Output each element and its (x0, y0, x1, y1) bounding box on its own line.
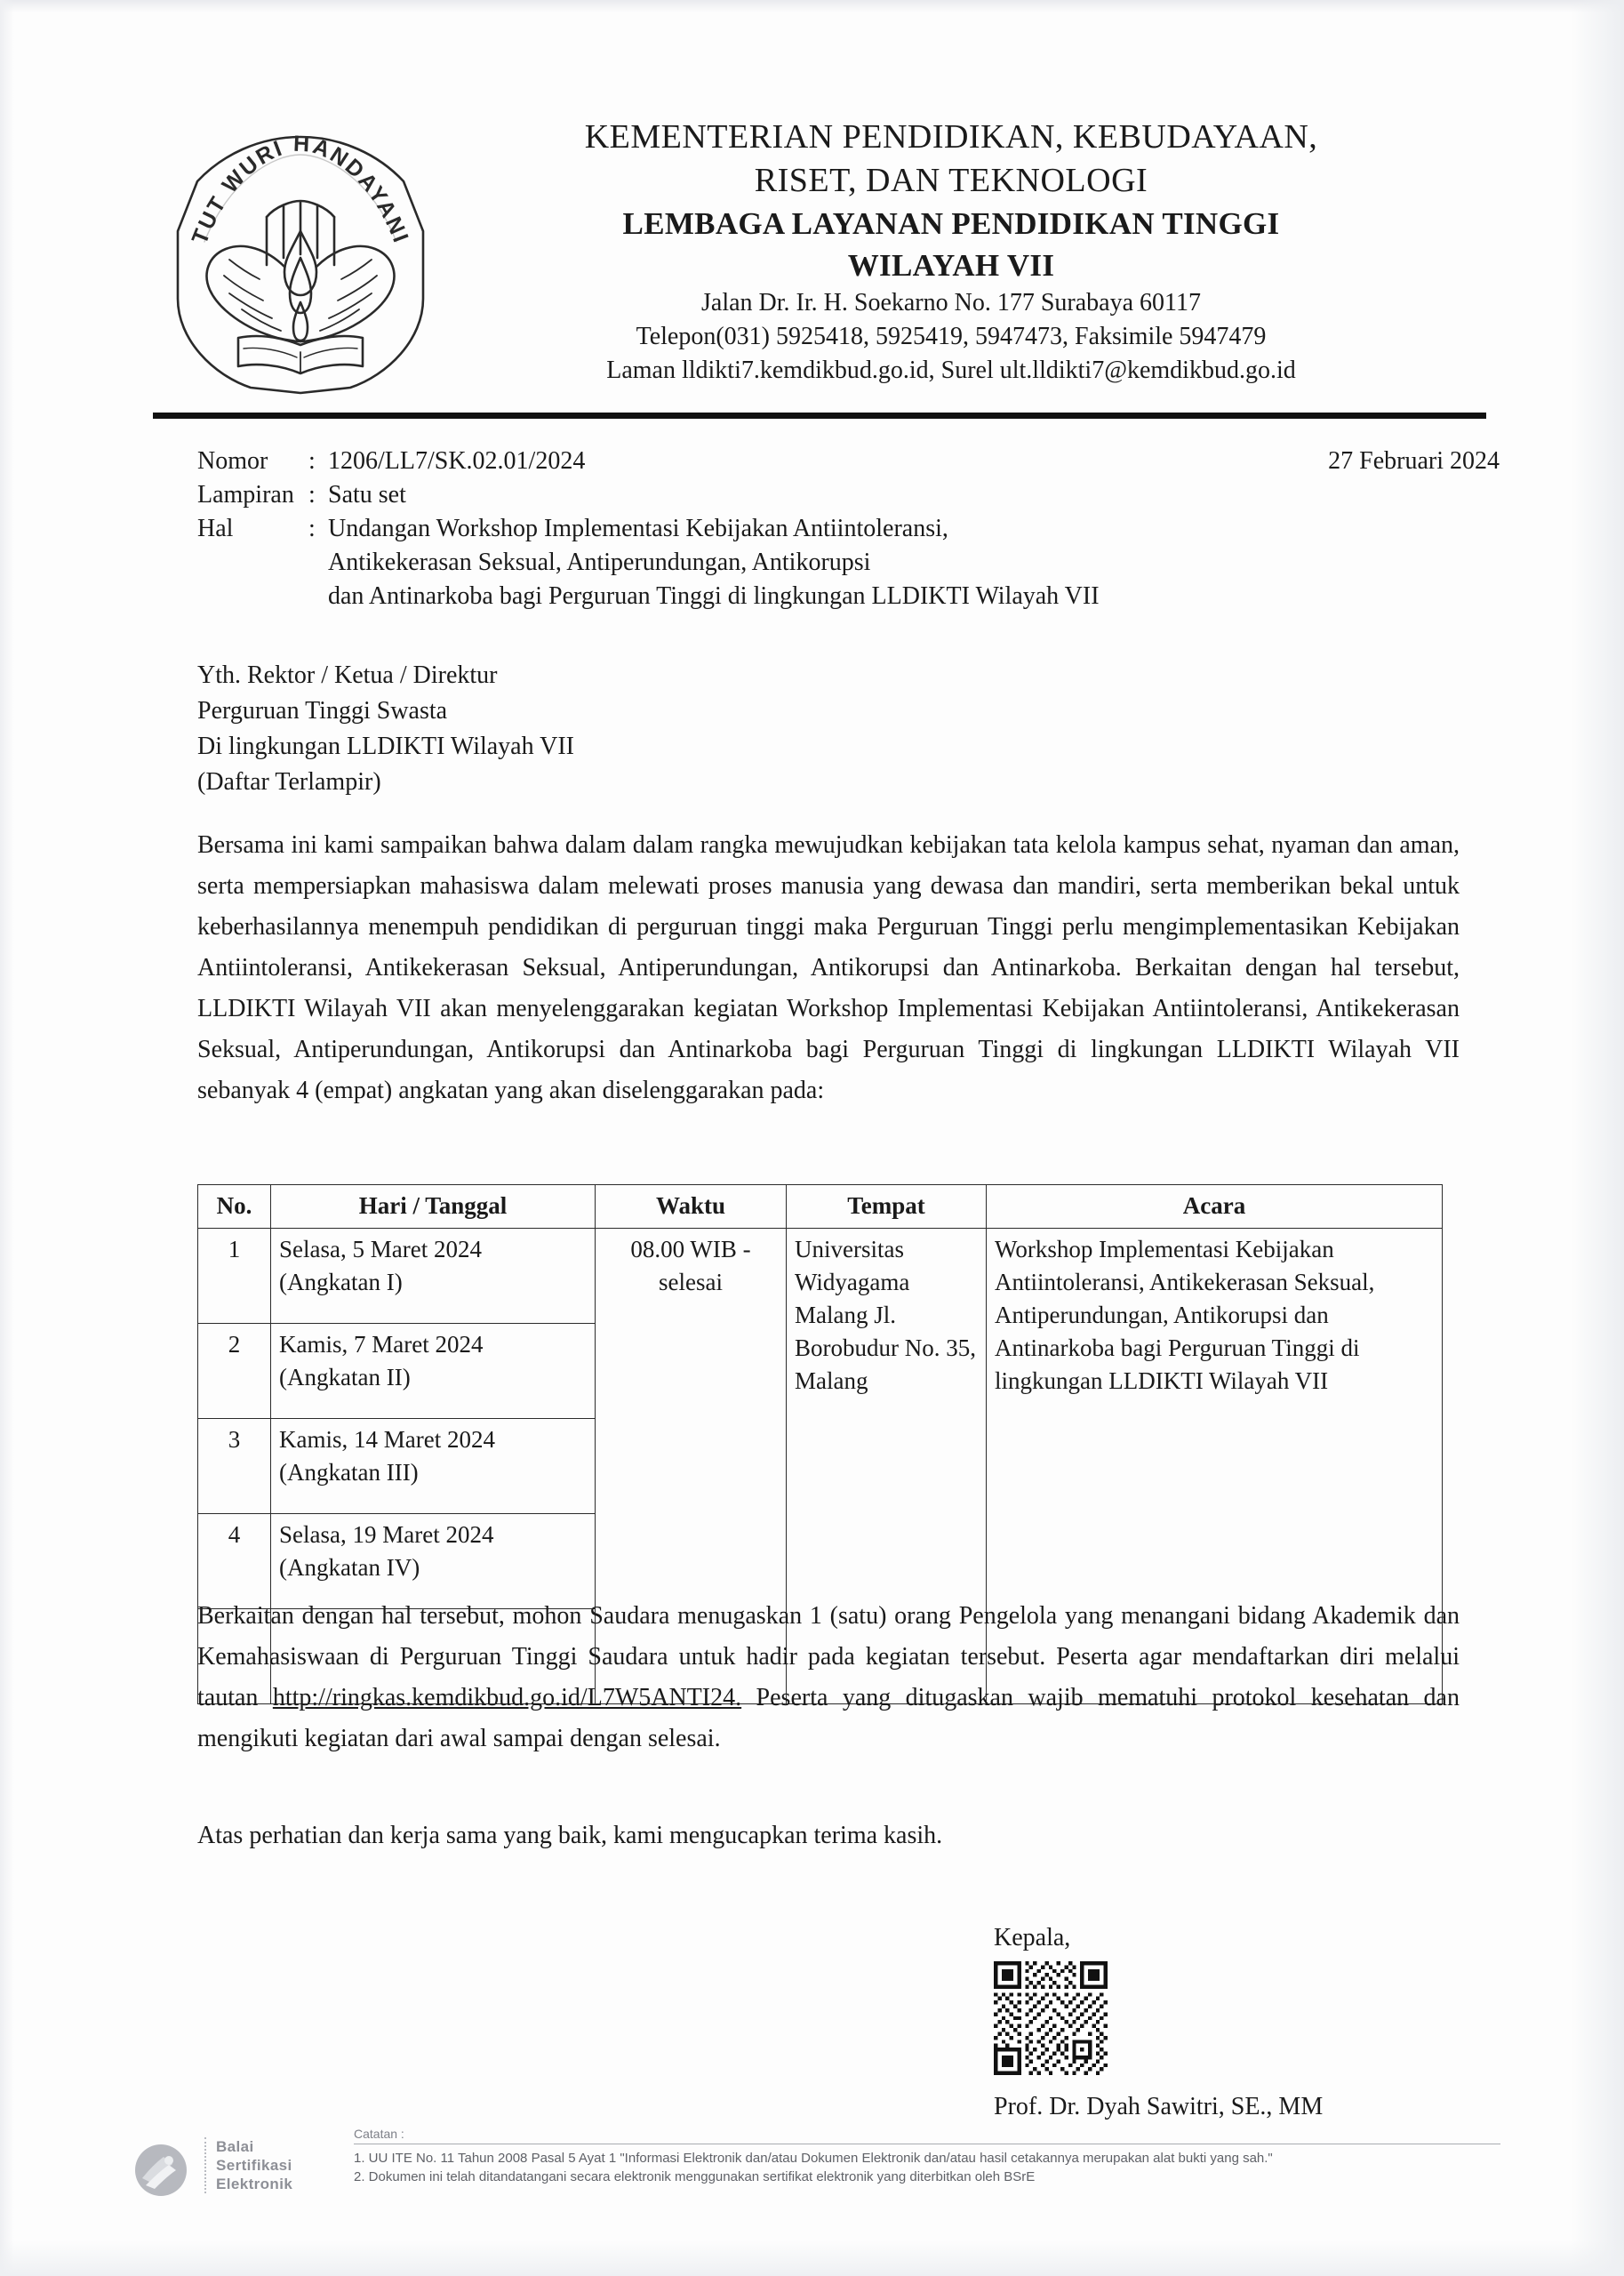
catatan-block (354, 2127, 1509, 2186)
column-header-hari-tanggal: Hari / Tanggal (271, 1185, 596, 1229)
hal-value-line-1: Undangan Workshop Implementasi Kebijakan Antiintoleransi, (328, 515, 948, 542)
lampiran-label: Lampiran (197, 481, 294, 509)
paragraph-2-text-before-link: Berkaitan dengan hal tersebut, mohon Saudara menugaskan 1 (satu) orang Pengelola yang menangani bidang Akademik dan Kemahasiswaan di Perguruan Tinggi Saudara untuk hadir pada kegiatan tersebut. Peserta agar mendaftarkan diri melalui tautan (197, 1602, 1460, 1711)
ministry-name-line-2: RISET, DAN TEKNOLOGI (754, 162, 1148, 199)
nomor-colon: : (308, 447, 316, 475)
signature-title: Kepala, (994, 1924, 1071, 1951)
column-header-waktu: Waktu (596, 1185, 787, 1229)
office-address: Jalan Dr. Ir. H. Soekarno No. 177 Surabaya 60117 (701, 289, 1201, 317)
catatan-note-2: 2. Dokumen ini telah ditandatangani secara elektronik menggunakan sertifikat elektronik yang diterbitkan oleh BSrE (354, 2169, 1036, 2184)
cell-angkatan-line: (Angkatan I) (279, 1269, 403, 1295)
bsre-line-1: Balai (216, 2138, 254, 2155)
nomor-value: 1206/LL7/SK.02.01/2024 (328, 447, 586, 475)
letter-date: 27 Februari 2024 (1328, 447, 1500, 475)
signatory-name: Prof. Dr. Dyah Sawitri, SE., MM (994, 2093, 1324, 2120)
cell-tempat: Universitas Widyagama Malang Jl. Borobudur No. 35, Malang (787, 1229, 987, 1704)
registration-link[interactable]: http://ringkas.kemdikbud.go.id/L7W5ANTI24. (272, 1684, 742, 1711)
cell-no: 1 (198, 1229, 271, 1324)
column-header-tempat: Tempat (787, 1185, 987, 1229)
cell-hari-tanggal (271, 1229, 596, 1324)
addressee-line-3: Di lingkungan LLDIKTI Wilayah VII (197, 733, 574, 760)
footer-certification (133, 2127, 1520, 2224)
bsre-line-3: Elektronik (216, 2176, 293, 2192)
cell-no: 2 (198, 1324, 271, 1419)
bsre-line-2: Sertifikasi (216, 2157, 292, 2174)
scan-edge-right (1571, 0, 1624, 2276)
hal-label: Hal (197, 515, 234, 542)
office-web-email: Laman lldikti7.kemdikbud.go.id, Surel ult.lldikti7@kemdikbud.go.id (606, 357, 1296, 384)
cell-hari-tanggal (271, 1419, 596, 1514)
hal-value (328, 512, 1460, 613)
hal-value-line-2: Antikekerasan Seksual, Antiperundungan, Antikorupsi (328, 549, 871, 576)
addressee-block (197, 658, 997, 800)
cell-date-line: Selasa, 5 Maret 2024 (279, 1236, 482, 1262)
institution-name: LEMBAGA LAYANAN PENDIDIKAN TINGGI (622, 206, 1280, 241)
nomor-label: Nomor (197, 447, 268, 475)
ministry-name-line-1: KEMENTERIAN PENDIDIKAN, KEBUDAYAAN, (584, 118, 1318, 156)
lampiran-colon: : (308, 481, 316, 509)
addressee-line-1: Yth. Rektor / Ketua / Direktur (197, 661, 498, 689)
scan-edge-bottom (0, 2240, 1624, 2276)
cell-date-line: Kamis, 14 Maret 2024 (279, 1426, 495, 1453)
cell-no: 3 (198, 1419, 271, 1514)
catatan-label: Catatan : (354, 2127, 404, 2141)
paragraph-2-text-after-link: Peserta yang ditugaskan wajib mematuhi protokol kesehatan dan mengikuti kegiatan dari awal sampai dengan selesai. (197, 1684, 1460, 1752)
body-paragraph-2 (197, 1596, 1460, 1759)
cell-angkatan-line: (Angkatan III) (279, 1459, 419, 1486)
cell-acara: Workshop Implementasi Kebijakan Antiintoleransi, Antikekerasan Seksual, Antiperundungan, Antikorupsi dan Antinarkoba bagi Perguruan Tinggi di lingkungan LLDIKTI Wilayah VII (987, 1229, 1443, 1704)
metadata-row-hal (197, 512, 1460, 613)
region-name: WILAYAH VII (847, 248, 1055, 283)
letter-metadata (197, 445, 1460, 613)
cell-angkatan-line: (Angkatan II) (279, 1364, 411, 1390)
body-paragraph-1: Bersama ini kami sampaikan bahwa dalam dalam rangka mewujudkan kebijakan tata kelola kampus sehat, nyaman dan aman, serta mempersiapkan mahasiswa dalam melewati proses manusia yang dewasa dan mandiri, serta memberikan bekal untuk keberhasilannya menempuh pendidikan di perguruan tinggi maka Perguruan Tinggi perlu mengimplementasikan Kebijakan Antiintoleransi, Antikekerasan Seksual, Antiperundungan, Antikorupsi dan Antinarkoba. Berkaitan dengan hal tersebut, LLDIKTI Wilayah VII akan menyelenggarakan kegiatan Workshop Implementasi Kebijakan Antiintoleransi, Antikekerasan Seksual, Antiperundungan, Antikorupsi dan Antinarkoba bagi Perguruan Tinggi di lingkungan LLDIKTI Wilayah VII sebanyak 4 (empat) angkatan yang akan diselenggarakan pada: (197, 831, 1460, 1104)
cell-angkatan-line: (Angkatan IV) (279, 1554, 420, 1581)
metadata-row-nomor (197, 445, 1460, 478)
cell-hari-tanggal (271, 1324, 596, 1419)
hal-colon: : (308, 515, 316, 542)
bsre-logo-icon (133, 2143, 188, 2198)
addressee-line-4: (Daftar Terlampir) (197, 768, 381, 796)
cell-date-line: Kamis, 7 Maret 2024 (279, 1331, 484, 1358)
scan-edge-left (0, 0, 14, 2276)
qr-code-icon (994, 1961, 1108, 2075)
cell-waktu: 08.00 WIB - selesai (596, 1229, 787, 1704)
letterhead (151, 116, 1484, 409)
cell-no: 4 (198, 1514, 271, 1609)
scan-edge-top (0, 0, 1624, 12)
header-divider (153, 413, 1486, 419)
letterhead-text (418, 116, 1484, 388)
hal-value-line-3: dan Antinarkoba bagi Perguruan Tinggi di lingkungan LLDIKTI Wilayah VII (328, 582, 1100, 610)
metadata-row-lampiran (197, 478, 1460, 512)
office-phone: Telepon(031) 5925418, 5925419, 5947473, Faksimile 5947479 (636, 323, 1267, 350)
column-header-acara: Acara (987, 1185, 1443, 1229)
body-paragraph-3: Atas perhatian dan kerja sama yang baik, kami mengucapkan terima kasih. (197, 1822, 943, 1849)
table-row (198, 1229, 1443, 1324)
addressee-line-2: Perguruan Tinggi Swasta (197, 697, 448, 725)
lampiran-value: Satu set (328, 481, 406, 509)
cell-date-line: Selasa, 19 Maret 2024 (279, 1521, 494, 1548)
catatan-note-1: 1. UU ITE No. 11 Tahun 2008 Pasal 5 Ayat 1 "Informasi Elektronik dan/atau Dokumen Elektronik dan/atau hasil cetakannya merupakan alat bukti yang sah." (354, 2151, 1273, 2166)
bsre-label (204, 2137, 292, 2193)
column-header-no: No. (198, 1185, 271, 1229)
signature-block (994, 1920, 1456, 2123)
tut-wuri-handayani-logo-icon (167, 124, 434, 400)
table-header-row (198, 1185, 1443, 1229)
svg-text:TUT WURI HANDAYANI: TUT WURI HANDAYANI (187, 131, 414, 248)
cell-hari-tanggal (271, 1514, 596, 1609)
